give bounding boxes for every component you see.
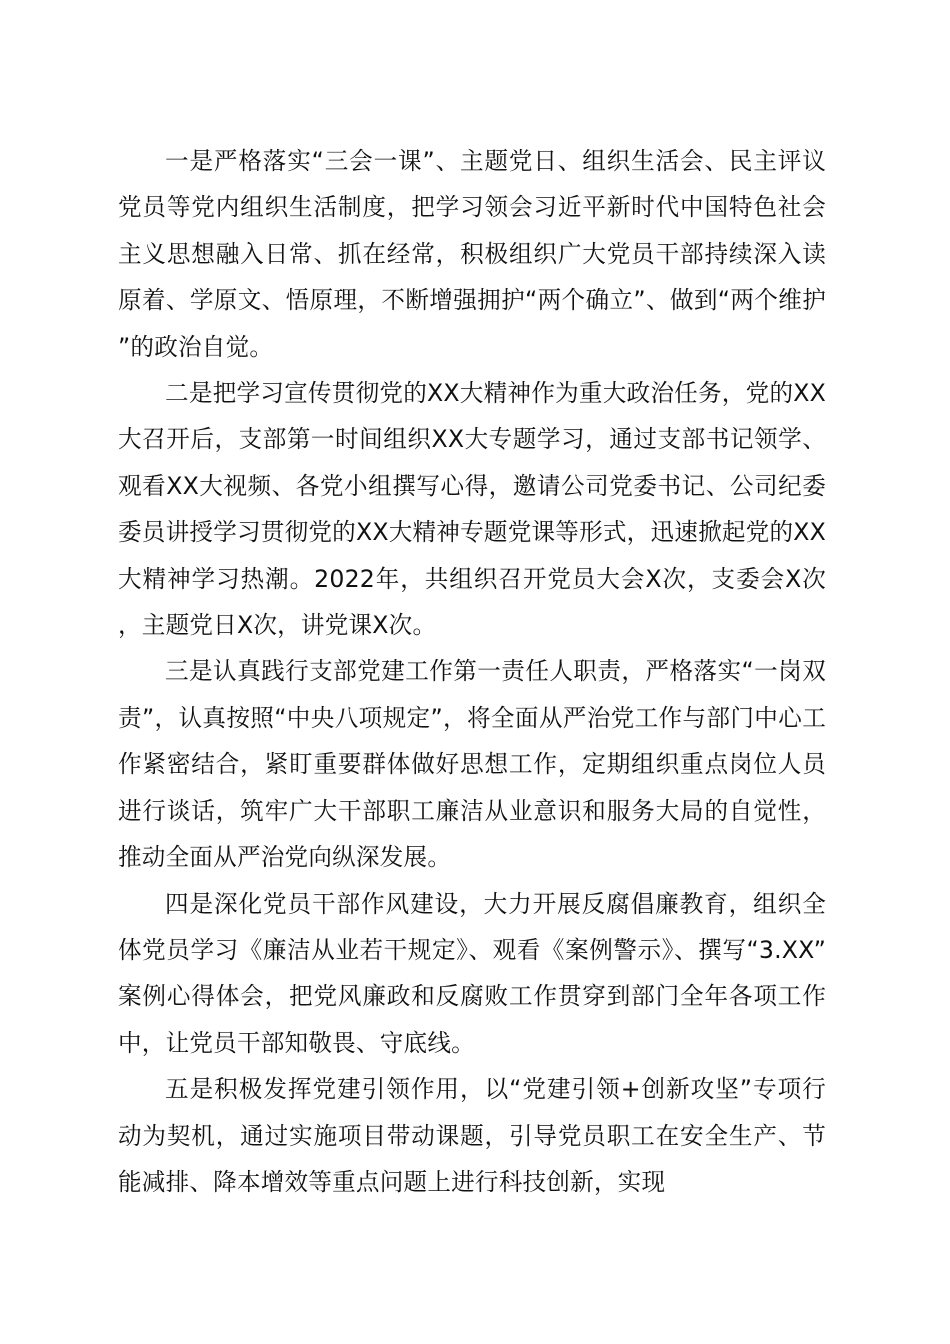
paragraph-2: 二是把学习宣传贯彻党的XX大精神作为重大政治任务，党的XX大召开后，支部第一时间组织XX大专题学习，通过支部书记领学、观看XX大视频、各党小组撰写心得，邀请公司党委书记、公司纪委委员讲授学习贯彻党的XX大精神专题党课等形式，迅速掀起党的XX大精神学习热潮。2022年，共组织召开党员大会X次，支委会X次，主题党日X次，讲党课X次。 bbox=[118, 379, 826, 640]
document-body bbox=[118, 138, 826, 1205]
paragraph-3: 三是认真践行支部党建工作第一责任人职责，严格落实“一岗双责”，认真按照“中央八项规定”，将全面从严治党工作与部门中心工作紧密结合，紧盯重要群体做好思想工作，定期组织重点岗位人员进行谈话，筑牢广大干部职工廉洁从业意识和服务大局的自觉性，推动全面从严治党向纵深发展。 bbox=[118, 657, 826, 872]
paragraph-1: 一是严格落实“三会一课”、主题党日、组织生活会、民主评议党员等党内组织生活制度，把学习领会习近平新时代中国特色社会主义思想融入日常、抓在经常，积极组织广大党员干部持续深入读原着、学原文、悟原理，不断增强拥护“两个确立”、做到“两个维护”的政治自觉。 bbox=[118, 147, 826, 361]
paragraph-5: 五是积极发挥党建引领作用，以“党建引领+创新攻坚”专项行动为契机，通过实施项目带动课题，引导党员职工在安全生产、节能减排、降本增效等重点问题上进行科技创新，实现 bbox=[118, 1075, 826, 1196]
paragraph-4: 四是深化党员干部作风建设，大力开展反腐倡廉教育，组织全体党员学习《廉洁从业若干规定》、观看《案例警示》、撰写“3.XX”案例心得体会，把党风廉政和反腐败工作贯穿到部门全年各项工作中，让党员干部知敬畏、守底线。 bbox=[118, 889, 826, 1057]
